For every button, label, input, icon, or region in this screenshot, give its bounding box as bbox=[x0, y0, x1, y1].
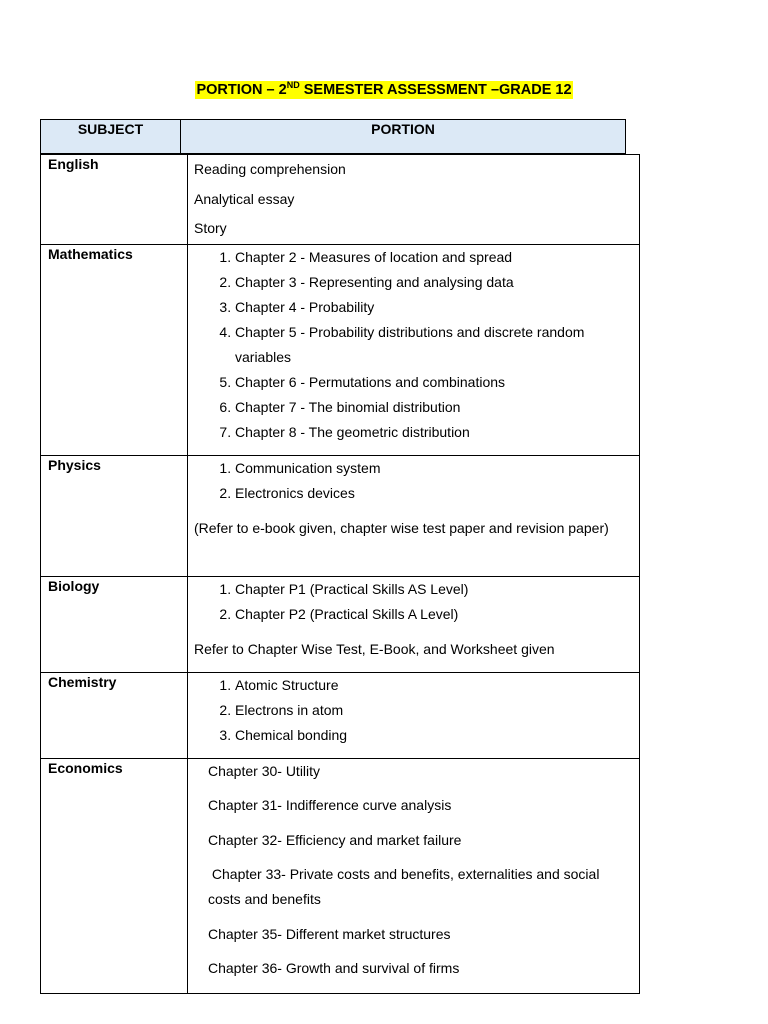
biology-list bbox=[194, 577, 639, 627]
list-item: 2. Electronics devices bbox=[235, 481, 639, 506]
portion-table bbox=[40, 154, 640, 994]
list-item: Chapter 31- Indifference curve analysis bbox=[208, 797, 452, 813]
biology-note: Refer to Chapter Wise Test, E-Book, and Worksheet given bbox=[194, 640, 555, 657]
document-title bbox=[0, 82, 768, 98]
header-portion: PORTION bbox=[371, 121, 435, 137]
list-item: 2. Chapter 3 - Representing and analysing data bbox=[235, 270, 625, 295]
table-header bbox=[40, 119, 626, 154]
list-item: 2. Electrons in atom bbox=[235, 698, 639, 723]
title-prefix: PORTION – 2 bbox=[196, 82, 287, 98]
english-line: Reading comprehension bbox=[194, 161, 346, 177]
list-item: Chapter 30- Utility bbox=[208, 762, 321, 779]
list-item: 3. Chapter 4 - Probability bbox=[235, 295, 625, 320]
table-row-physics bbox=[41, 455, 640, 576]
title-superscript: ND bbox=[286, 80, 300, 90]
table-row-mathematics bbox=[41, 244, 640, 455]
table-row-english bbox=[41, 155, 640, 245]
list-item: Chapter 32- Efficiency and market failure bbox=[208, 831, 462, 848]
portion-mathematics bbox=[188, 244, 640, 455]
table-row-economics bbox=[41, 758, 640, 993]
english-line: Analytical essay bbox=[194, 190, 295, 207]
table-row-chemistry bbox=[41, 672, 640, 758]
list-item: 3. Chemical bonding bbox=[235, 723, 639, 748]
chemistry-list bbox=[194, 673, 639, 748]
physics-list bbox=[194, 456, 639, 506]
header-subject: SUBJECT bbox=[41, 120, 181, 153]
subject-physics: Physics bbox=[41, 455, 188, 576]
list-item: 7. Chapter 8 - The geometric distribution bbox=[235, 420, 625, 445]
portion-biology bbox=[188, 576, 640, 672]
subject-english: English bbox=[41, 155, 188, 245]
subject-biology: Biology bbox=[41, 576, 188, 672]
subject-mathematics: Mathematics bbox=[41, 244, 188, 455]
english-line: Story bbox=[194, 220, 227, 236]
list-item: 1. Chapter P1 (Practical Skills AS Level) bbox=[235, 577, 639, 602]
physics-note: (Refer to e-book given, chapter wise test paper and revision paper) bbox=[194, 519, 609, 536]
math-list bbox=[194, 245, 639, 445]
portion-physics bbox=[188, 455, 640, 576]
list-item: 1. Chapter 2 - Measures of location and spread bbox=[235, 245, 625, 270]
list-item: Chapter 35- Different market structures bbox=[208, 925, 451, 942]
list-item: 6. Chapter 7 - The binomial distribution bbox=[235, 395, 625, 420]
subject-chemistry: Chemistry bbox=[41, 672, 188, 758]
list-item: Chapter 36- Growth and survival of firms bbox=[208, 960, 460, 976]
portion-economics bbox=[188, 758, 640, 993]
title-suffix: SEMESTER ASSESSMENT –GRADE 12 bbox=[299, 82, 572, 98]
portion-english bbox=[188, 155, 640, 245]
table-row-biology bbox=[41, 576, 640, 672]
list-item: 1. Communication system bbox=[235, 456, 639, 481]
subject-economics: Economics bbox=[41, 758, 188, 993]
list-item: 5. Chapter 6 - Permutations and combinations bbox=[235, 370, 625, 395]
portion-chemistry bbox=[188, 672, 640, 758]
list-item: 1. Atomic Structure bbox=[235, 673, 639, 698]
list-item: Chapter 33- Private costs and benefits, externalities and social costs and benefits bbox=[208, 866, 604, 907]
economics-list bbox=[194, 759, 639, 982]
list-item: 2. Chapter P2 (Practical Skills A Level) bbox=[235, 602, 639, 627]
list-item: 4. Chapter 5 - Probability distributions and discrete random variables bbox=[235, 320, 625, 370]
